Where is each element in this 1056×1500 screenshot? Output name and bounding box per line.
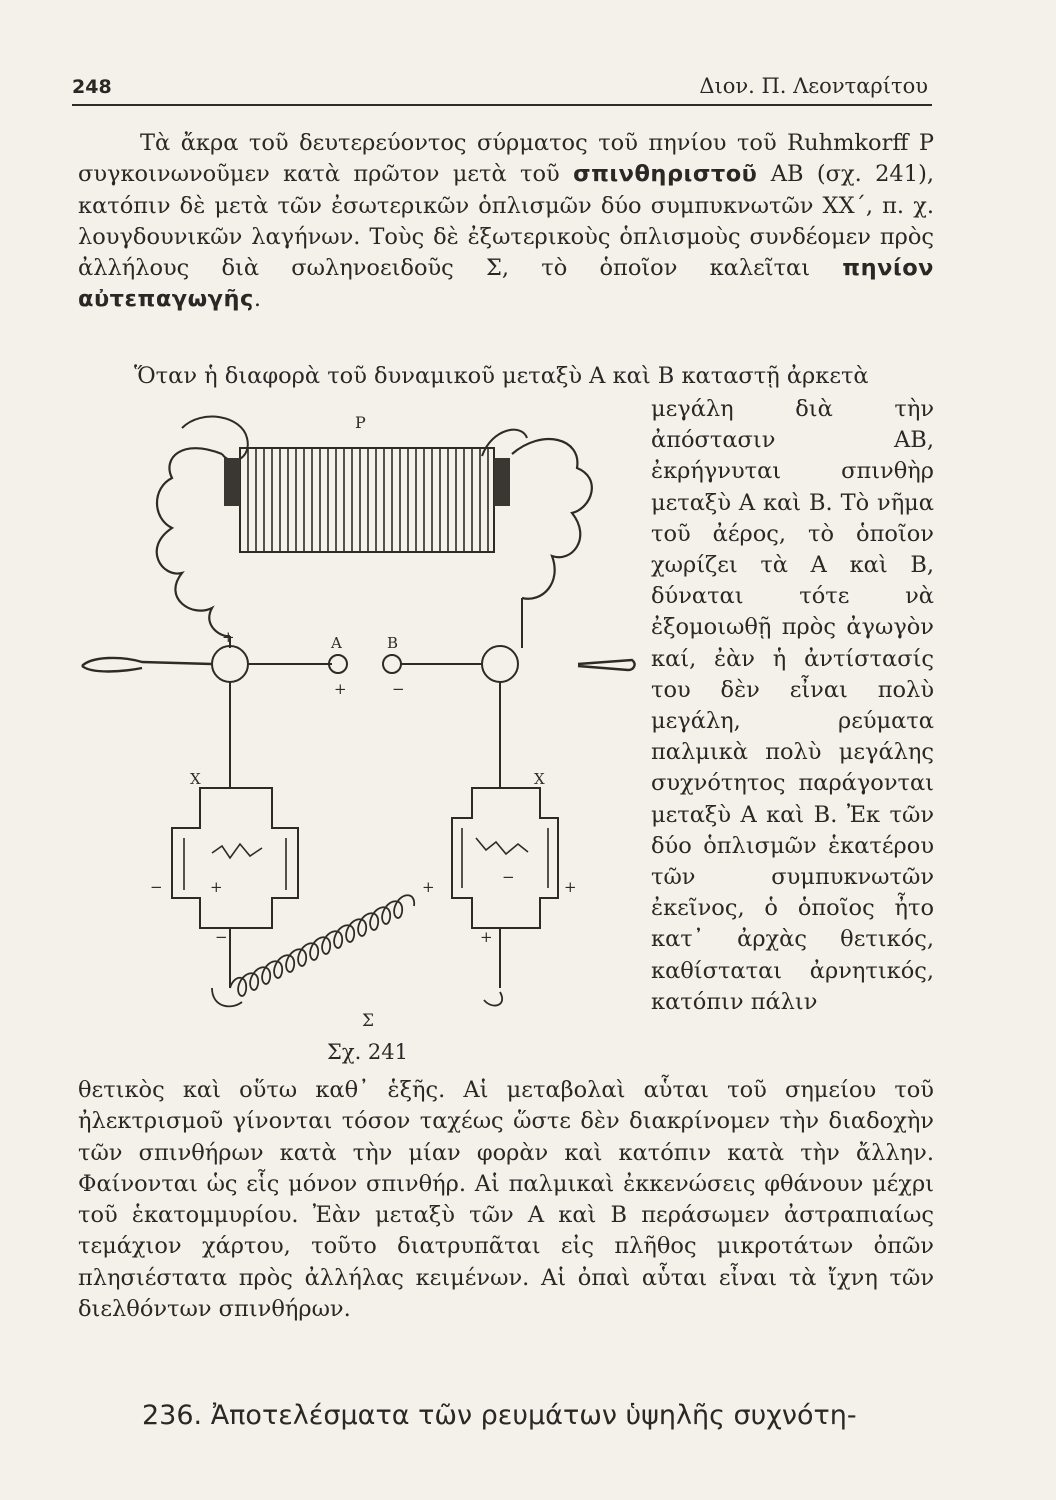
right-cloud-wire — [512, 439, 592, 599]
label-a: A — [331, 634, 342, 652]
label-plus-right-cap-right: + — [564, 878, 577, 896]
right-terminal — [482, 646, 518, 682]
paragraph-3: θετικὸς καὶ οὕτω καθ᾿ ἑξῆς. Αἱ μεταβολαὶ αὗται τοῦ σημείου τοῦ ἠλεκτρισμοῦ γίνονται τόσον ταχέως ὥστε δὲν διακρίνομεν τὴν διαδοχὴν τῶν σπινθήρων κατὰ τὴν μίαν φορὰν καὶ κατόπιν κατὰ τὴν ἄλλην. Φαίνονται ὡς εἷς μόνον σπινθήρ. Αἱ παλμικαὶ ἐκκενώσεις φθάνουν μέχρι τοῦ ἑκατομμυρίου. Ἐὰν μεταξὺ τῶν A καὶ B περάσωμεν ἀστραπιαίως τεμάχιον χάρτου, τοῦτο διατρυπᾶται εἰς πλῆθος μικροτάτων ὀπῶν πλησιέστατα πρὸς ἀλλήλας κειμένων. Αἱ ὀπαὶ αὗται εἶναι τὰ ἴχνη τῶν διελθόντων σπινθήρων. — [78, 1077, 934, 1323]
label-plus-terminal-left: + — [222, 628, 235, 646]
term-spinthiristis: σπινθηριστοῦ — [573, 161, 758, 188]
running-header — [72, 70, 932, 106]
label-minus-right-cap: − — [502, 868, 515, 886]
label-b: B — [387, 634, 399, 652]
solenoid-sigma — [230, 895, 414, 996]
left-electrode-handle — [82, 658, 212, 666]
paragraph-1-text-b: AB (σχ. 241), κατόπιν δὲ μετὰ τῶν ἐσωτερικῶν ὁπλισμῶν δύο συμπυκνωτῶν XX΄, π. χ. λουγδουνικῶν λαγήνων. Τοὺς δὲ ἐξωτερικοὺς ὁπλισμοὺς συνδέομεν πρὸς ἀλλήλους διὰ σωληνοειδοῦς Σ, τὸ ὁποῖον καλεῖται — [78, 161, 934, 282]
label-plus-left-cap: + — [210, 878, 223, 896]
label-plus-right-cap-left: + — [422, 878, 435, 896]
paragraph-1 — [78, 128, 934, 316]
paragraph-1-text-a: Τὰ ἄκρα τοῦ δευτερεύοντος σύρματος τοῦ πηνίου τοῦ Ruhmkorff P συγκοινωνοῦμεν κατὰ πρῶτον μετὰ τοῦ — [78, 130, 934, 188]
label-coil-p: P — [355, 413, 366, 432]
page-number: 248 — [72, 76, 112, 98]
term-pinion-autepagogis: πηνίον αὐτεπαγωγῆς — [78, 255, 934, 313]
paragraph-2-column: μεγάλη διὰ τὴν ἀπόστασιν AB, ἐκρήγνυται σπινθὴρ μεταξὺ A καὶ B. Τὸ νῆμα τοῦ ἀέρος, τὸ ὁποῖον χωρίζει τὰ A καὶ B, δύναται τότε νὰ ἐξομοιωθῇ πρὸς ἀγωγὸν καί, ἐὰν ἡ ἀντίστασίς του δὲν εἶναι πολὺ μεγάλη, ρεύματα παλμικὰ πολὺ μεγάλης συχνότητος παράγονται μεταξὺ A καὶ B. Ἐκ τῶν δύο ὁπλισμῶν ἑκατέρου τῶν συμπυκνωτῶν ἐκεῖνος, ὁ ὁποῖος ἦτο κατ᾿ ἀρχὰς θετικός, καθίσταται ἀρνητικός, κατόπιν πάλιν — [651, 396, 934, 1015]
label-minus-left-cap: − — [150, 878, 163, 896]
induction-coil — [224, 413, 510, 552]
running-title: Διον. Π. Λεονταρίτου — [699, 74, 928, 98]
left-terminal — [212, 646, 248, 682]
paragraph-2-first-line: Ὅταν ἡ διαφορὰ τοῦ δυναμικοῦ μεταξὺ A καὶ B καταστῇ ἀρκετὰ — [134, 363, 869, 389]
label-minus-spark: − — [392, 680, 405, 698]
label-plus-right-bottom: + — [480, 928, 493, 946]
paragraph-1-text-c: . — [253, 286, 262, 313]
section-heading: 236. Ἀποτελέσματα τῶν ρευμάτων ὑψηλῆς συχνότη- — [142, 1400, 857, 1431]
figure-caption: Σχ. 241 — [327, 1040, 409, 1064]
spark-ball-b — [383, 655, 401, 673]
right-electrode-handle — [578, 660, 635, 670]
right-capacitor — [422, 770, 577, 946]
label-x-left: X — [190, 770, 201, 788]
label-plus-spark: + — [334, 680, 347, 698]
left-cloud-wire — [157, 448, 230, 636]
left-capacitor — [150, 770, 298, 946]
figure-ruhmkorff-circuit — [72, 398, 642, 1038]
label-minus-left-bottom: − — [215, 928, 228, 946]
label-sigma: Σ — [362, 1011, 375, 1031]
label-x-right: X — [534, 770, 545, 788]
